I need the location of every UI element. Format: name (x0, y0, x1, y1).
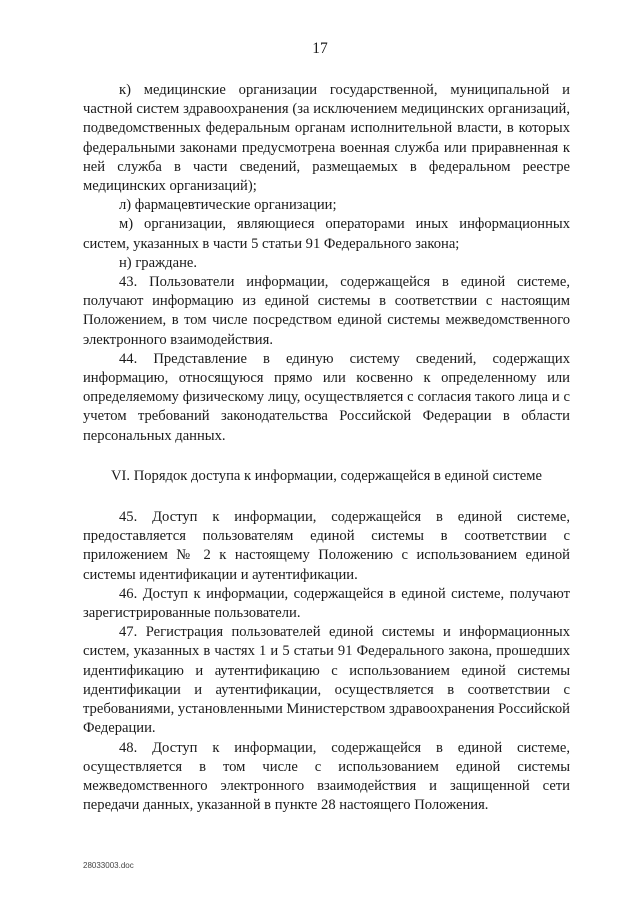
list-item-n: н) граждане. (119, 254, 197, 271)
clause-43: 43. Пользователи информации, содержащейся в единой системе, получают информацию из единой системы в соответствии с настоящим Положением, в том числе посредством единой системы межведомственного электронного взаимодействия. (83, 274, 570, 348)
list-item-l: л) фармацевтические организации; (119, 197, 337, 214)
clause-44: 44. Представление в единую систему сведений, содержащих информацию, относящуюся прямо или косвенно к определенному или определяемому физическому лицу, осуществляется с согласия такого лица и с учетом требований законодательства Российской Федерации в области персональных данных. (83, 350, 570, 444)
list-item-k: к) медицинские организации государственной, муниципальной и частной систем здравоохранения (за исключением медицинских организаций, подведомственных федеральным органам исполнительной власти, в которых федеральными законами предусмотрена военная служба или приравненная к ней служба в части сведений, размещаемых в федеральном реестре медицинских организаций); (83, 82, 570, 195)
clause-47: 47. Регистрация пользователей единой системы и информационных систем, указанных в частях 1 и 5 статьи 91 Федерального закона, прошедших идентификацию и аутентификацию с использованием единой системы идентификации и аутентификации, осуществляется в соответствии с требованиями, установленными Министерством здравоохранения Российской Федерации. (83, 624, 570, 737)
clause-45: 45. Доступ к информации, содержащейся в единой системе, предоставляется пользователям единой системы в соответствии с приложением № 2 к настоящему Положению с использованием единой системы идентификации и аутентификации. (83, 509, 570, 583)
list-item-m: м) организации, являющиеся операторами иных информационных систем, указанных в части 5 статьи 91 Федерального закона; (83, 216, 570, 252)
clause-48: 48. Доступ к информации, содержащейся в единой системе, осуществляется в том числе с использованием единой системы межведомственного электронного взаимодействия и защищенной сети передачи данных, указанной в пункте 28 настоящего Положения. (83, 739, 570, 814)
footer-filename: 28033003.doc (83, 861, 134, 870)
document-body (83, 81, 570, 815)
section-heading: VI. Порядок доступа к информации, содержащейся в единой системе (111, 467, 542, 484)
clause-46: 46. Доступ к информации, содержащейся в единой системе, получают зарегистрированные пользователи. (83, 585, 570, 622)
page-number: 17 (312, 40, 328, 57)
